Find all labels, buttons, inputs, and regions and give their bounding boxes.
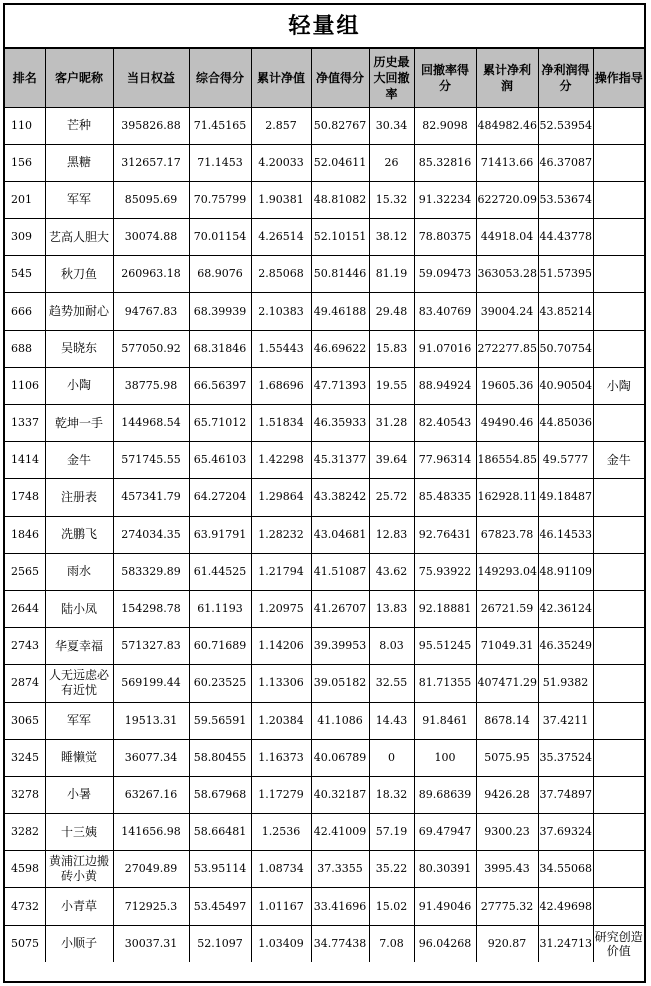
nav-cell: 1.20384	[251, 702, 311, 739]
max-drawdown-cell: 32.55	[369, 665, 414, 702]
nickname-cell: 冼鹏飞	[45, 516, 113, 553]
rank-cell: 1748	[5, 479, 45, 516]
equity-cell: 260963.18	[113, 256, 189, 293]
guidance-cell: 研究创造价值	[593, 925, 644, 962]
nickname-cell: 军军	[45, 702, 113, 739]
drawdown-score-cell: 81.71355	[414, 665, 476, 702]
nav-score-cell: 37.3355	[311, 851, 369, 888]
total-score-cell: 53.95114	[189, 851, 251, 888]
total-score-cell: 71.45165	[189, 107, 251, 144]
header-drawdown-score: 回撤率得分	[414, 49, 476, 107]
table-row	[5, 479, 644, 516]
table-row	[5, 590, 644, 627]
total-score-cell: 71.1453	[189, 144, 251, 181]
header-rank: 排名	[5, 49, 45, 107]
nickname-cell: 睡懒觉	[45, 739, 113, 776]
profit-score-cell: 52.53954	[538, 107, 593, 144]
equity-cell: 583329.89	[113, 553, 189, 590]
table-body	[5, 107, 644, 962]
nickname-cell: 注册表	[45, 479, 113, 516]
drawdown-score-cell: 96.04268	[414, 925, 476, 962]
nav-cell: 1.01167	[251, 888, 311, 925]
drawdown-score-cell: 69.47947	[414, 814, 476, 851]
equity-cell: 141656.98	[113, 814, 189, 851]
ranking-sheet	[3, 3, 646, 983]
max-drawdown-cell: 0	[369, 739, 414, 776]
profit-score-cell: 44.85036	[538, 405, 593, 442]
equity-cell: 38775.98	[113, 367, 189, 404]
nav-cell: 1.2536	[251, 814, 311, 851]
drawdown-score-cell: 80.30391	[414, 851, 476, 888]
header-profit-score: 净利润得分	[538, 49, 593, 107]
table-row	[5, 107, 644, 144]
nav-score-cell: 41.51087	[311, 553, 369, 590]
profit-score-cell: 48.91109	[538, 553, 593, 590]
nav-cell: 1.90381	[251, 181, 311, 218]
max-drawdown-cell: 38.12	[369, 219, 414, 256]
equity-cell: 94767.83	[113, 293, 189, 330]
equity-cell: 457341.79	[113, 479, 189, 516]
nickname-cell: 小顺子	[45, 925, 113, 962]
rank-cell: 1337	[5, 405, 45, 442]
drawdown-score-cell: 83.40769	[414, 293, 476, 330]
header-max-drawdown: 历史最大回撤率	[369, 49, 414, 107]
table-row	[5, 256, 644, 293]
header-nickname: 客户昵称	[45, 49, 113, 107]
total-score-cell: 52.1097	[189, 925, 251, 962]
drawdown-score-cell: 85.32816	[414, 144, 476, 181]
guidance-cell	[593, 628, 644, 665]
nav-cell: 1.14206	[251, 628, 311, 665]
guidance-cell	[593, 256, 644, 293]
table-row	[5, 628, 644, 665]
table-row	[5, 293, 644, 330]
profit-score-cell: 46.14533	[538, 516, 593, 553]
rank-cell: 2743	[5, 628, 45, 665]
drawdown-score-cell: 100	[414, 739, 476, 776]
table-row	[5, 739, 644, 776]
nav-score-cell: 48.81082	[311, 181, 369, 218]
header-nav: 累计净值	[251, 49, 311, 107]
max-drawdown-cell: 15.32	[369, 181, 414, 218]
guidance-cell	[593, 293, 644, 330]
guidance-cell	[593, 516, 644, 553]
drawdown-score-cell: 75.93922	[414, 553, 476, 590]
drawdown-score-cell: 59.09473	[414, 256, 476, 293]
nav-score-cell: 40.06789	[311, 739, 369, 776]
sheet-title: 轻量组	[5, 5, 644, 49]
table-row	[5, 665, 644, 702]
nickname-cell: 十三姨	[45, 814, 113, 851]
header-nav-score: 净值得分	[311, 49, 369, 107]
nav-score-cell: 49.46188	[311, 293, 369, 330]
nav-cell: 2.857	[251, 107, 311, 144]
total-score-cell: 68.39939	[189, 293, 251, 330]
nickname-cell: 黄浦江边搬砖小黄	[45, 851, 113, 888]
net-profit-cell: 26721.59	[476, 590, 538, 627]
max-drawdown-cell: 29.48	[369, 293, 414, 330]
max-drawdown-cell: 39.64	[369, 442, 414, 479]
rank-cell: 2644	[5, 590, 45, 627]
nav-cell: 1.42298	[251, 442, 311, 479]
header-total-score: 综合得分	[189, 49, 251, 107]
rank-cell: 3278	[5, 776, 45, 813]
rank-cell: 4598	[5, 851, 45, 888]
net-profit-cell: 5075.95	[476, 739, 538, 776]
nav-score-cell: 46.35933	[311, 405, 369, 442]
equity-cell: 312657.17	[113, 144, 189, 181]
table-row	[5, 776, 644, 813]
table-row	[5, 219, 644, 256]
nav-cell: 1.55443	[251, 330, 311, 367]
net-profit-cell: 39004.24	[476, 293, 538, 330]
net-profit-cell: 71049.31	[476, 628, 538, 665]
header-row	[5, 49, 644, 107]
drawdown-score-cell: 91.32234	[414, 181, 476, 218]
profit-score-cell: 34.55068	[538, 851, 593, 888]
drawdown-score-cell: 95.51245	[414, 628, 476, 665]
equity-cell: 154298.78	[113, 590, 189, 627]
table-row	[5, 851, 644, 888]
max-drawdown-cell: 25.72	[369, 479, 414, 516]
net-profit-cell: 67823.78	[476, 516, 538, 553]
total-score-cell: 59.56591	[189, 702, 251, 739]
guidance-cell	[593, 665, 644, 702]
drawdown-score-cell: 77.96314	[414, 442, 476, 479]
max-drawdown-cell: 14.43	[369, 702, 414, 739]
nickname-cell: 趋势加耐心	[45, 293, 113, 330]
max-drawdown-cell: 15.02	[369, 888, 414, 925]
nav-cell: 1.20975	[251, 590, 311, 627]
max-drawdown-cell: 81.19	[369, 256, 414, 293]
guidance-cell: 小陶	[593, 367, 644, 404]
table-row	[5, 702, 644, 739]
table-row	[5, 442, 644, 479]
nav-cell: 1.17279	[251, 776, 311, 813]
drawdown-score-cell: 82.40543	[414, 405, 476, 442]
nav-score-cell: 39.05182	[311, 665, 369, 702]
total-score-cell: 68.9076	[189, 256, 251, 293]
rank-cell: 1106	[5, 367, 45, 404]
nickname-cell: 陆小凤	[45, 590, 113, 627]
table-row	[5, 367, 644, 404]
nav-score-cell: 47.71393	[311, 367, 369, 404]
rank-cell: 5075	[5, 925, 45, 962]
nickname-cell: 华夏幸福	[45, 628, 113, 665]
nav-score-cell: 52.10151	[311, 219, 369, 256]
table-row	[5, 553, 644, 590]
net-profit-cell: 44918.04	[476, 219, 538, 256]
guidance-cell	[593, 702, 644, 739]
max-drawdown-cell: 30.34	[369, 107, 414, 144]
total-score-cell: 70.01154	[189, 219, 251, 256]
drawdown-score-cell: 89.68639	[414, 776, 476, 813]
profit-score-cell: 46.35249	[538, 628, 593, 665]
guidance-cell	[593, 814, 644, 851]
net-profit-cell: 27775.32	[476, 888, 538, 925]
equity-cell: 569199.44	[113, 665, 189, 702]
profit-score-cell: 37.74897	[538, 776, 593, 813]
total-score-cell: 65.71012	[189, 405, 251, 442]
net-profit-cell: 3995.43	[476, 851, 538, 888]
nickname-cell: 艺高人胆大	[45, 219, 113, 256]
nickname-cell: 小青草	[45, 888, 113, 925]
max-drawdown-cell: 8.03	[369, 628, 414, 665]
table-row	[5, 516, 644, 553]
total-score-cell: 66.56397	[189, 367, 251, 404]
net-profit-cell: 19605.36	[476, 367, 538, 404]
drawdown-score-cell: 91.49046	[414, 888, 476, 925]
nav-cell: 1.29864	[251, 479, 311, 516]
profit-score-cell: 42.49698	[538, 888, 593, 925]
equity-cell: 63267.16	[113, 776, 189, 813]
net-profit-cell: 622720.09	[476, 181, 538, 218]
rank-cell: 110	[5, 107, 45, 144]
total-score-cell: 63.91791	[189, 516, 251, 553]
equity-cell: 144968.54	[113, 405, 189, 442]
rank-cell: 1414	[5, 442, 45, 479]
drawdown-score-cell: 92.18881	[414, 590, 476, 627]
nav-score-cell: 40.32187	[311, 776, 369, 813]
nickname-cell: 吴晓东	[45, 330, 113, 367]
rank-cell: 688	[5, 330, 45, 367]
net-profit-cell: 407471.29	[476, 665, 538, 702]
equity-cell: 19513.31	[113, 702, 189, 739]
total-score-cell: 60.71689	[189, 628, 251, 665]
max-drawdown-cell: 12.83	[369, 516, 414, 553]
max-drawdown-cell: 19.55	[369, 367, 414, 404]
header-net-profit: 累计净利润	[476, 49, 538, 107]
header-guidance: 操作指导	[593, 49, 644, 107]
max-drawdown-cell: 43.62	[369, 553, 414, 590]
net-profit-cell: 272277.85	[476, 330, 538, 367]
table-row	[5, 925, 644, 962]
net-profit-cell: 49490.46	[476, 405, 538, 442]
nav-cell: 1.13306	[251, 665, 311, 702]
nav-cell: 1.08734	[251, 851, 311, 888]
profit-score-cell: 42.36124	[538, 590, 593, 627]
ranking-table	[5, 49, 644, 962]
guidance-cell	[593, 107, 644, 144]
profit-score-cell: 44.43778	[538, 219, 593, 256]
nav-score-cell: 50.82767	[311, 107, 369, 144]
profit-score-cell: 53.53674	[538, 181, 593, 218]
nav-cell: 1.21794	[251, 553, 311, 590]
profit-score-cell: 35.37524	[538, 739, 593, 776]
total-score-cell: 53.45497	[189, 888, 251, 925]
nav-score-cell: 50.81446	[311, 256, 369, 293]
table-row	[5, 405, 644, 442]
rank-cell: 3282	[5, 814, 45, 851]
nickname-cell: 黑糖	[45, 144, 113, 181]
guidance-cell	[593, 776, 644, 813]
drawdown-score-cell: 91.8461	[414, 702, 476, 739]
nav-score-cell: 41.26707	[311, 590, 369, 627]
profit-score-cell: 40.90504	[538, 367, 593, 404]
nickname-cell: 人无远虑必有近忧	[45, 665, 113, 702]
total-score-cell: 61.44525	[189, 553, 251, 590]
total-score-cell: 70.75799	[189, 181, 251, 218]
net-profit-cell: 71413.66	[476, 144, 538, 181]
nav-score-cell: 39.39953	[311, 628, 369, 665]
total-score-cell: 58.80455	[189, 739, 251, 776]
max-drawdown-cell: 26	[369, 144, 414, 181]
guidance-cell	[593, 219, 644, 256]
net-profit-cell: 186554.85	[476, 442, 538, 479]
profit-score-cell: 37.69324	[538, 814, 593, 851]
table-row	[5, 181, 644, 218]
equity-cell: 30074.88	[113, 219, 189, 256]
rank-cell: 666	[5, 293, 45, 330]
profit-score-cell: 46.37087	[538, 144, 593, 181]
nickname-cell: 乾坤一手	[45, 405, 113, 442]
nav-score-cell: 43.38242	[311, 479, 369, 516]
guidance-cell	[593, 479, 644, 516]
nav-cell: 1.03409	[251, 925, 311, 962]
guidance-cell	[593, 144, 644, 181]
max-drawdown-cell: 57.19	[369, 814, 414, 851]
equity-cell: 577050.92	[113, 330, 189, 367]
equity-cell: 27049.89	[113, 851, 189, 888]
guidance-cell	[593, 739, 644, 776]
nickname-cell: 金牛	[45, 442, 113, 479]
net-profit-cell: 162928.11	[476, 479, 538, 516]
nav-cell: 1.16373	[251, 739, 311, 776]
max-drawdown-cell: 7.08	[369, 925, 414, 962]
rank-cell: 545	[5, 256, 45, 293]
nav-score-cell: 34.77438	[311, 925, 369, 962]
rank-cell: 2874	[5, 665, 45, 702]
header-equity: 当日权益	[113, 49, 189, 107]
table-row	[5, 888, 644, 925]
total-score-cell: 58.66481	[189, 814, 251, 851]
guidance-cell	[593, 590, 644, 627]
guidance-cell: 金牛	[593, 442, 644, 479]
total-score-cell: 65.46103	[189, 442, 251, 479]
net-profit-cell: 149293.04	[476, 553, 538, 590]
profit-score-cell: 49.18487	[538, 479, 593, 516]
nav-score-cell: 46.69622	[311, 330, 369, 367]
rank-cell: 156	[5, 144, 45, 181]
nav-score-cell: 42.41009	[311, 814, 369, 851]
net-profit-cell: 484982.46	[476, 107, 538, 144]
drawdown-score-cell: 88.94924	[414, 367, 476, 404]
max-drawdown-cell: 18.32	[369, 776, 414, 813]
nav-cell: 4.20033	[251, 144, 311, 181]
nickname-cell: 军军	[45, 181, 113, 218]
nickname-cell: 雨水	[45, 553, 113, 590]
rank-cell: 3245	[5, 739, 45, 776]
net-profit-cell: 8678.14	[476, 702, 538, 739]
nav-score-cell: 45.31377	[311, 442, 369, 479]
drawdown-score-cell: 92.76431	[414, 516, 476, 553]
profit-score-cell: 51.57395	[538, 256, 593, 293]
rank-cell: 1846	[5, 516, 45, 553]
equity-cell: 571745.55	[113, 442, 189, 479]
table-row	[5, 814, 644, 851]
net-profit-cell: 9426.28	[476, 776, 538, 813]
rank-cell: 3065	[5, 702, 45, 739]
guidance-cell	[593, 181, 644, 218]
drawdown-score-cell: 78.80375	[414, 219, 476, 256]
total-score-cell: 58.67968	[189, 776, 251, 813]
nav-score-cell: 43.04681	[311, 516, 369, 553]
drawdown-score-cell: 82.9098	[414, 107, 476, 144]
rank-cell: 4732	[5, 888, 45, 925]
max-drawdown-cell: 35.22	[369, 851, 414, 888]
nickname-cell: 秋刀鱼	[45, 256, 113, 293]
drawdown-score-cell: 85.48335	[414, 479, 476, 516]
profit-score-cell: 37.4211	[538, 702, 593, 739]
net-profit-cell: 920.87	[476, 925, 538, 962]
rank-cell: 2565	[5, 553, 45, 590]
table-row	[5, 330, 644, 367]
nav-cell: 1.28232	[251, 516, 311, 553]
guidance-cell	[593, 888, 644, 925]
guidance-cell	[593, 405, 644, 442]
profit-score-cell: 51.9382	[538, 665, 593, 702]
profit-score-cell: 50.70754	[538, 330, 593, 367]
nav-cell: 1.51834	[251, 405, 311, 442]
guidance-cell	[593, 330, 644, 367]
nav-score-cell: 41.1086	[311, 702, 369, 739]
profit-score-cell: 31.24713	[538, 925, 593, 962]
guidance-cell	[593, 851, 644, 888]
equity-cell: 274034.35	[113, 516, 189, 553]
net-profit-cell: 9300.23	[476, 814, 538, 851]
max-drawdown-cell: 15.83	[369, 330, 414, 367]
equity-cell: 85095.69	[113, 181, 189, 218]
nav-score-cell: 33.41696	[311, 888, 369, 925]
nickname-cell: 小暑	[45, 776, 113, 813]
profit-score-cell: 43.85214	[538, 293, 593, 330]
rank-cell: 309	[5, 219, 45, 256]
total-score-cell: 61.1193	[189, 590, 251, 627]
total-score-cell: 60.23525	[189, 665, 251, 702]
nav-cell: 4.26514	[251, 219, 311, 256]
nav-cell: 2.10383	[251, 293, 311, 330]
guidance-cell	[593, 553, 644, 590]
max-drawdown-cell: 13.83	[369, 590, 414, 627]
equity-cell: 571327.83	[113, 628, 189, 665]
profit-score-cell: 49.5777	[538, 442, 593, 479]
equity-cell: 395826.88	[113, 107, 189, 144]
nickname-cell: 小陶	[45, 367, 113, 404]
total-score-cell: 64.27204	[189, 479, 251, 516]
table-row	[5, 144, 644, 181]
nav-score-cell: 52.04611	[311, 144, 369, 181]
equity-cell: 30037.31	[113, 925, 189, 962]
rank-cell: 201	[5, 181, 45, 218]
total-score-cell: 68.31846	[189, 330, 251, 367]
net-profit-cell: 363053.28	[476, 256, 538, 293]
drawdown-score-cell: 91.07016	[414, 330, 476, 367]
nav-cell: 1.68696	[251, 367, 311, 404]
nav-cell: 2.85068	[251, 256, 311, 293]
nickname-cell: 芒种	[45, 107, 113, 144]
max-drawdown-cell: 31.28	[369, 405, 414, 442]
equity-cell: 712925.3	[113, 888, 189, 925]
equity-cell: 36077.34	[113, 739, 189, 776]
